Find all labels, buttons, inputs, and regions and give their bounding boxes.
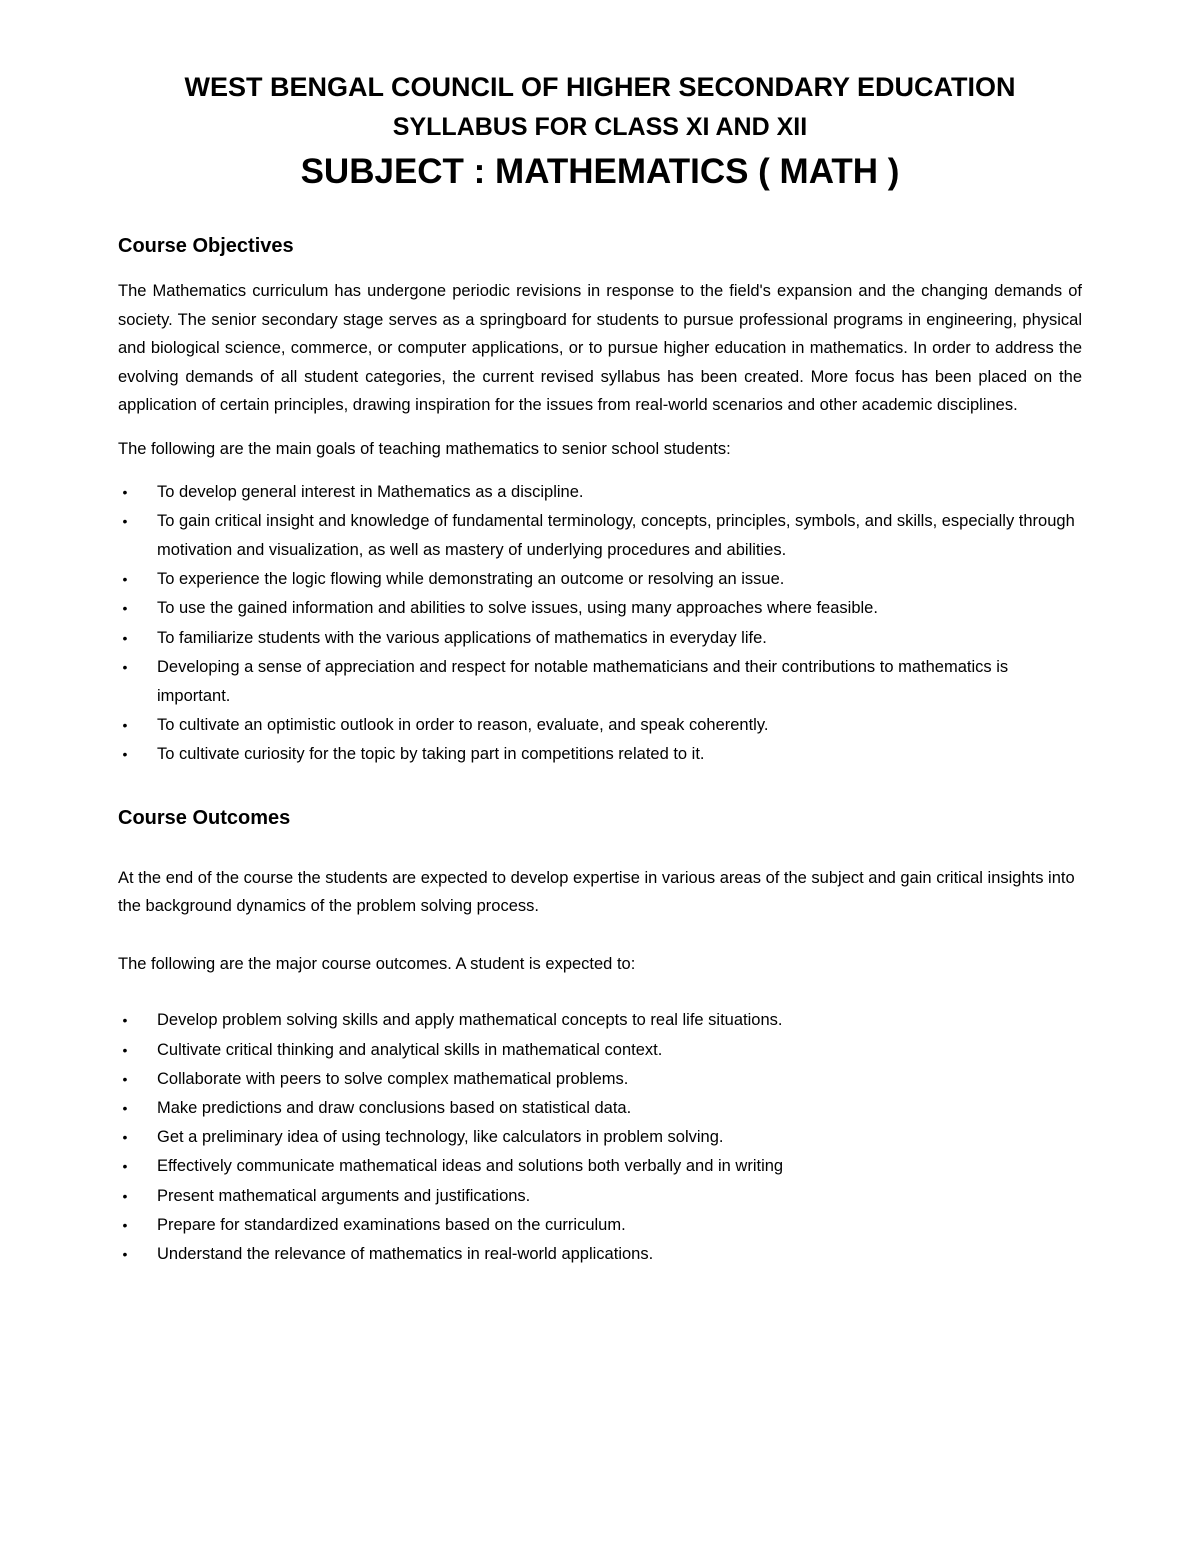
syllabus-title: SYLLABUS FOR CLASS XI AND XII bbox=[392, 113, 808, 141]
bullet-icon: • bbox=[122, 629, 128, 646]
outcomes-intro: At the end of the course the students are expected to develop expertise in various areas of the subject and gain critical insights into the background dynamics of the problem solving process. bbox=[118, 868, 1075, 916]
list-item: • Cultivate critical thinking and analytical skills in mathematical context. bbox=[118, 1036, 1082, 1065]
objectives-lead: The following are the main goals of teaching mathematics to senior school students: bbox=[118, 439, 731, 458]
list-item: • Present mathematical arguments and justifications. bbox=[118, 1182, 1082, 1211]
list-item: • To cultivate an optimistic outlook in order to reason, evaluate, and speak coherently. bbox=[118, 711, 1082, 740]
list-item: • To gain critical insight and knowledge of fundamental terminology, concepts, principles, symbols, and skills, especially through motivation and visualization, as well as mastery of underlying procedures and abilities. bbox=[118, 507, 1082, 565]
bullet-icon: • bbox=[122, 1129, 128, 1146]
bullet-icon: • bbox=[122, 658, 128, 675]
bullet-icon: • bbox=[122, 600, 128, 617]
bullet-icon: • bbox=[122, 717, 128, 734]
outcomes-lead: The following are the major course outcomes. A student is expected to: bbox=[118, 954, 636, 973]
list-item: • Effectively communicate mathematical ideas and solutions both verbally and in writing bbox=[118, 1152, 1082, 1181]
list-item: • Developing a sense of appreciation and respect for notable mathematicians and their contributions to mathematics is important. bbox=[118, 653, 1082, 711]
bullet-icon: • bbox=[122, 571, 128, 588]
bullet-icon: • bbox=[122, 1216, 128, 1233]
bullet-icon: • bbox=[122, 1099, 128, 1116]
list-item: • To develop general interest in Mathematics as a discipline. bbox=[118, 478, 1082, 507]
bullet-icon: • bbox=[122, 1187, 128, 1204]
bullet-icon: • bbox=[122, 1070, 128, 1087]
bullet-icon: • bbox=[122, 512, 128, 529]
objectives-intro: The Mathematics curriculum has undergone periodic revisions in response to the field's expansion and the changing demands of society. The senior secondary stage serves as a springboard for students to pursue professional programs in engineering, physical and biological science, commerce, or computer applications, or to pursue higher education in mathematics. In order to address the evolving demands of all student categories, the current revised syllabus has been created. More focus has been placed on the application of certain principles, drawing inspiration for the issues from real-world scenarios and other academic disciplines. bbox=[118, 282, 1082, 415]
outcomes-heading: Course Outcomes bbox=[118, 806, 291, 829]
list-item: • Understand the relevance of mathematics in real-world applications. bbox=[118, 1240, 1082, 1269]
subject-title: SUBJECT : MATHEMATICS ( MATH ) bbox=[300, 152, 900, 191]
bullet-icon: • bbox=[122, 1012, 128, 1029]
objectives-list bbox=[118, 478, 1082, 770]
list-item: • Collaborate with peers to solve complex mathematical problems. bbox=[118, 1065, 1082, 1094]
document-header bbox=[118, 68, 1082, 198]
list-item: • To cultivate curiosity for the topic by taking part in competitions related to it. bbox=[118, 740, 1082, 769]
council-name: WEST BENGAL COUNCIL OF HIGHER SECONDARY EDUCATION bbox=[184, 72, 1016, 102]
list-item: • To familiarize students with the various applications of mathematics in everyday life. bbox=[118, 624, 1082, 653]
bullet-icon: • bbox=[122, 1246, 128, 1262]
bullet-icon: • bbox=[122, 1158, 128, 1175]
list-item: • Develop problem solving skills and apply mathematical concepts to real life situations. bbox=[118, 1006, 1082, 1035]
list-item: • Make predictions and draw conclusions based on statistical data. bbox=[118, 1094, 1082, 1123]
bullet-icon: • bbox=[122, 746, 128, 763]
list-item: • To use the gained information and abilities to solve issues, using many approaches where feasible. bbox=[118, 594, 1082, 623]
list-item: • Prepare for standardized examinations based on the curriculum. bbox=[118, 1211, 1082, 1240]
list-item: • Get a preliminary idea of using technology, like calculators in problem solving. bbox=[118, 1123, 1082, 1152]
bullet-icon: • bbox=[122, 483, 128, 500]
bullet-icon: • bbox=[122, 1041, 128, 1058]
outcomes-list bbox=[118, 1006, 1082, 1269]
objectives-heading: Course Objectives bbox=[118, 235, 294, 257]
list-item: • To experience the logic flowing while demonstrating an outcome or resolving an issue. bbox=[118, 565, 1082, 594]
